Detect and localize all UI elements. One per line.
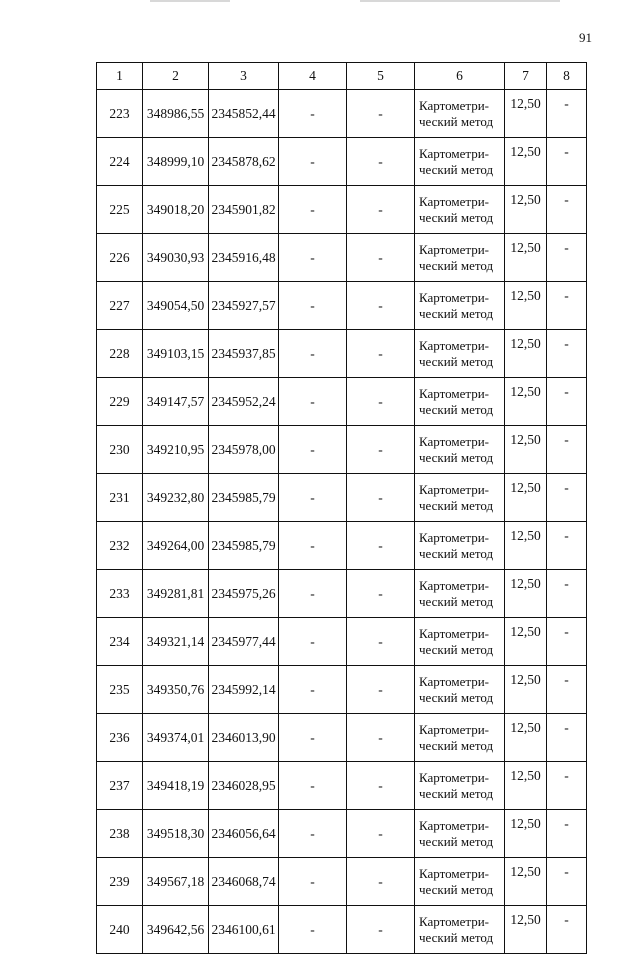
method-cell: [415, 570, 505, 618]
y-coordinate-cell: 2346056,64: [209, 810, 279, 858]
x-coordinate-cell: 349567,18: [143, 858, 209, 906]
column-5-cell: -: [347, 138, 415, 186]
table-row: [97, 378, 587, 426]
column-8-cell: -: [547, 330, 587, 378]
y-coordinate-cell: 2345978,00: [209, 426, 279, 474]
column-8-cell: -: [547, 186, 587, 234]
column-5-cell: -: [347, 234, 415, 282]
column-4-cell: -: [279, 618, 347, 666]
y-coordinate-cell: 2345927,57: [209, 282, 279, 330]
point-number-cell: 230: [97, 426, 143, 474]
y-coordinate-cell: 2345985,79: [209, 474, 279, 522]
method-text-line: ческий метод: [419, 689, 494, 705]
method-text-line: Картометри-: [419, 433, 489, 449]
method-text-line: Картометри-: [419, 193, 489, 209]
table-row: [97, 618, 587, 666]
precision-cell: 12,50: [505, 570, 547, 618]
scan-artifact-right: [360, 0, 560, 2]
table-row: [97, 858, 587, 906]
method-text-line: ческий метод: [419, 641, 494, 657]
method-text-line: ческий метод: [419, 305, 494, 321]
method-text-line: Картометри-: [419, 673, 489, 689]
x-coordinate-cell: 349518,30: [143, 810, 209, 858]
method-text-line: ческий метод: [419, 545, 494, 561]
column-8-cell: -: [547, 282, 587, 330]
x-coordinate-cell: 349374,01: [143, 714, 209, 762]
table-row: [97, 186, 587, 234]
point-number-cell: 237: [97, 762, 143, 810]
method-text-line: Картометри-: [419, 721, 489, 737]
column-4-cell: -: [279, 426, 347, 474]
precision-cell: 12,50: [505, 186, 547, 234]
method-cell: [415, 906, 505, 954]
table-row: [97, 474, 587, 522]
precision-cell: 12,50: [505, 234, 547, 282]
coordinates-table-wrapper: [96, 62, 586, 954]
precision-cell: 12,50: [505, 714, 547, 762]
method-text-line: Картометри-: [419, 385, 489, 401]
column-5-cell: -: [347, 666, 415, 714]
method-text-line: ческий метод: [419, 353, 494, 369]
method-cell: [415, 378, 505, 426]
method-text-line: ческий метод: [419, 881, 494, 897]
column-5-cell: -: [347, 810, 415, 858]
y-coordinate-cell: 2345977,44: [209, 618, 279, 666]
table-row: [97, 762, 587, 810]
method-text-line: ческий метод: [419, 737, 494, 753]
y-coordinate-cell: 2346068,74: [209, 858, 279, 906]
method-text-line: ческий метод: [419, 113, 494, 129]
x-coordinate-cell: 349210,95: [143, 426, 209, 474]
column-8-cell: -: [547, 714, 587, 762]
y-coordinate-cell: 2345992,14: [209, 666, 279, 714]
y-coordinate-cell: 2346028,95: [209, 762, 279, 810]
column-4-cell: -: [279, 90, 347, 138]
method-text-line: ческий метод: [419, 785, 494, 801]
table-row: [97, 810, 587, 858]
column-4-cell: -: [279, 570, 347, 618]
point-number-cell: 231: [97, 474, 143, 522]
column-header: 6: [415, 63, 505, 90]
x-coordinate-cell: 349264,00: [143, 522, 209, 570]
point-number-cell: 236: [97, 714, 143, 762]
method-text-line: Картометри-: [419, 865, 489, 881]
precision-cell: 12,50: [505, 522, 547, 570]
point-number-cell: 233: [97, 570, 143, 618]
method-cell: [415, 522, 505, 570]
point-number-cell: 223: [97, 90, 143, 138]
method-text-line: Картометри-: [419, 145, 489, 161]
table-row: [97, 138, 587, 186]
method-text-line: ческий метод: [419, 929, 494, 945]
method-text-line: ческий метод: [419, 449, 494, 465]
precision-cell: 12,50: [505, 666, 547, 714]
column-5-cell: -: [347, 282, 415, 330]
x-coordinate-cell: 348986,55: [143, 90, 209, 138]
column-5-cell: -: [347, 186, 415, 234]
precision-cell: 12,50: [505, 762, 547, 810]
column-5-cell: -: [347, 378, 415, 426]
method-text-line: Картометри-: [419, 97, 489, 113]
column-8-cell: -: [547, 234, 587, 282]
point-number-cell: 239: [97, 858, 143, 906]
column-8-cell: -: [547, 810, 587, 858]
point-number-cell: 234: [97, 618, 143, 666]
column-8-cell: -: [547, 426, 587, 474]
x-coordinate-cell: 349103,15: [143, 330, 209, 378]
column-5-cell: -: [347, 90, 415, 138]
column-8-cell: -: [547, 618, 587, 666]
table-body: [97, 90, 587, 954]
scan-artifact-left: [150, 0, 230, 2]
point-number-cell: 238: [97, 810, 143, 858]
method-cell: [415, 762, 505, 810]
point-number-cell: 226: [97, 234, 143, 282]
method-text-line: ческий метод: [419, 257, 494, 273]
method-text-line: Картометри-: [419, 913, 489, 929]
column-5-cell: -: [347, 330, 415, 378]
method-text-line: ческий метод: [419, 497, 494, 513]
y-coordinate-cell: 2345937,85: [209, 330, 279, 378]
method-text-line: ческий метод: [419, 161, 494, 177]
x-coordinate-cell: 349418,19: [143, 762, 209, 810]
column-8-cell: -: [547, 570, 587, 618]
column-5-cell: -: [347, 618, 415, 666]
column-4-cell: -: [279, 282, 347, 330]
column-4-cell: -: [279, 906, 347, 954]
column-header: 2: [143, 63, 209, 90]
y-coordinate-cell: 2345901,82: [209, 186, 279, 234]
table-row: [97, 906, 587, 954]
point-number-cell: 232: [97, 522, 143, 570]
precision-cell: 12,50: [505, 906, 547, 954]
method-cell: [415, 810, 505, 858]
table-row: [97, 426, 587, 474]
method-text-line: Картометри-: [419, 625, 489, 641]
method-cell: [415, 666, 505, 714]
table-row: [97, 330, 587, 378]
column-4-cell: -: [279, 714, 347, 762]
method-cell: [415, 618, 505, 666]
coordinates-table: [96, 62, 587, 954]
method-text-line: ческий метод: [419, 401, 494, 417]
column-5-cell: -: [347, 858, 415, 906]
method-cell: [415, 282, 505, 330]
method-text-line: Картометри-: [419, 481, 489, 497]
precision-cell: 12,50: [505, 282, 547, 330]
table-header-row: [97, 63, 587, 90]
table-row: [97, 90, 587, 138]
method-cell: [415, 138, 505, 186]
column-5-cell: -: [347, 474, 415, 522]
table-row: [97, 522, 587, 570]
method-cell: [415, 90, 505, 138]
x-coordinate-cell: 349281,81: [143, 570, 209, 618]
column-8-cell: -: [547, 378, 587, 426]
precision-cell: 12,50: [505, 618, 547, 666]
column-header: 7: [505, 63, 547, 90]
precision-cell: 12,50: [505, 330, 547, 378]
column-header: 1: [97, 63, 143, 90]
precision-cell: 12,50: [505, 858, 547, 906]
precision-cell: 12,50: [505, 90, 547, 138]
method-cell: [415, 474, 505, 522]
precision-cell: 12,50: [505, 474, 547, 522]
column-header: 5: [347, 63, 415, 90]
column-4-cell: -: [279, 474, 347, 522]
method-text-line: Картометри-: [419, 529, 489, 545]
column-8-cell: -: [547, 522, 587, 570]
method-cell: [415, 330, 505, 378]
point-number-cell: 235: [97, 666, 143, 714]
column-4-cell: -: [279, 138, 347, 186]
method-text-line: Картометри-: [419, 817, 489, 833]
x-coordinate-cell: 349054,50: [143, 282, 209, 330]
table-row: [97, 570, 587, 618]
column-4-cell: -: [279, 330, 347, 378]
column-5-cell: -: [347, 762, 415, 810]
y-coordinate-cell: 2345878,62: [209, 138, 279, 186]
column-header: 8: [547, 63, 587, 90]
column-header: 3: [209, 63, 279, 90]
column-8-cell: -: [547, 474, 587, 522]
column-4-cell: -: [279, 666, 347, 714]
method-cell: [415, 858, 505, 906]
x-coordinate-cell: 349030,93: [143, 234, 209, 282]
column-8-cell: -: [547, 666, 587, 714]
method-cell: [415, 714, 505, 762]
table-row: [97, 714, 587, 762]
table-row: [97, 666, 587, 714]
column-8-cell: -: [547, 138, 587, 186]
precision-cell: 12,50: [505, 138, 547, 186]
x-coordinate-cell: 349350,76: [143, 666, 209, 714]
method-text-line: Картометри-: [419, 577, 489, 593]
column-5-cell: -: [347, 570, 415, 618]
y-coordinate-cell: 2345852,44: [209, 90, 279, 138]
method-cell: [415, 186, 505, 234]
column-5-cell: -: [347, 522, 415, 570]
column-header: 4: [279, 63, 347, 90]
column-4-cell: -: [279, 234, 347, 282]
y-coordinate-cell: 2345952,24: [209, 378, 279, 426]
column-4-cell: -: [279, 378, 347, 426]
point-number-cell: 229: [97, 378, 143, 426]
point-number-cell: 224: [97, 138, 143, 186]
method-text-line: Картометри-: [419, 241, 489, 257]
column-4-cell: -: [279, 522, 347, 570]
table-row: [97, 234, 587, 282]
precision-cell: 12,50: [505, 378, 547, 426]
x-coordinate-cell: 349147,57: [143, 378, 209, 426]
point-number-cell: 225: [97, 186, 143, 234]
point-number-cell: 240: [97, 906, 143, 954]
y-coordinate-cell: 2345975,26: [209, 570, 279, 618]
method-text-line: Картометри-: [419, 337, 489, 353]
method-text-line: ческий метод: [419, 593, 494, 609]
column-8-cell: -: [547, 858, 587, 906]
y-coordinate-cell: 2345985,79: [209, 522, 279, 570]
column-5-cell: -: [347, 906, 415, 954]
x-coordinate-cell: 349232,80: [143, 474, 209, 522]
method-text-line: Картометри-: [419, 769, 489, 785]
y-coordinate-cell: 2346100,61: [209, 906, 279, 954]
method-text-line: ческий метод: [419, 833, 494, 849]
point-number-cell: 228: [97, 330, 143, 378]
precision-cell: 12,50: [505, 810, 547, 858]
x-coordinate-cell: 349018,20: [143, 186, 209, 234]
page-number: 91: [579, 30, 592, 45]
column-8-cell: -: [547, 906, 587, 954]
column-4-cell: -: [279, 186, 347, 234]
column-8-cell: -: [547, 90, 587, 138]
column-5-cell: -: [347, 714, 415, 762]
x-coordinate-cell: 348999,10: [143, 138, 209, 186]
method-cell: [415, 234, 505, 282]
column-4-cell: -: [279, 762, 347, 810]
precision-cell: 12,50: [505, 426, 547, 474]
y-coordinate-cell: 2345916,48: [209, 234, 279, 282]
point-number-cell: 227: [97, 282, 143, 330]
column-8-cell: -: [547, 762, 587, 810]
column-4-cell: -: [279, 858, 347, 906]
table-row: [97, 282, 587, 330]
y-coordinate-cell: 2346013,90: [209, 714, 279, 762]
method-cell: [415, 426, 505, 474]
column-5-cell: -: [347, 426, 415, 474]
x-coordinate-cell: 349321,14: [143, 618, 209, 666]
x-coordinate-cell: 349642,56: [143, 906, 209, 954]
method-text-line: Картометри-: [419, 289, 489, 305]
method-text-line: ческий метод: [419, 209, 494, 225]
column-4-cell: -: [279, 810, 347, 858]
